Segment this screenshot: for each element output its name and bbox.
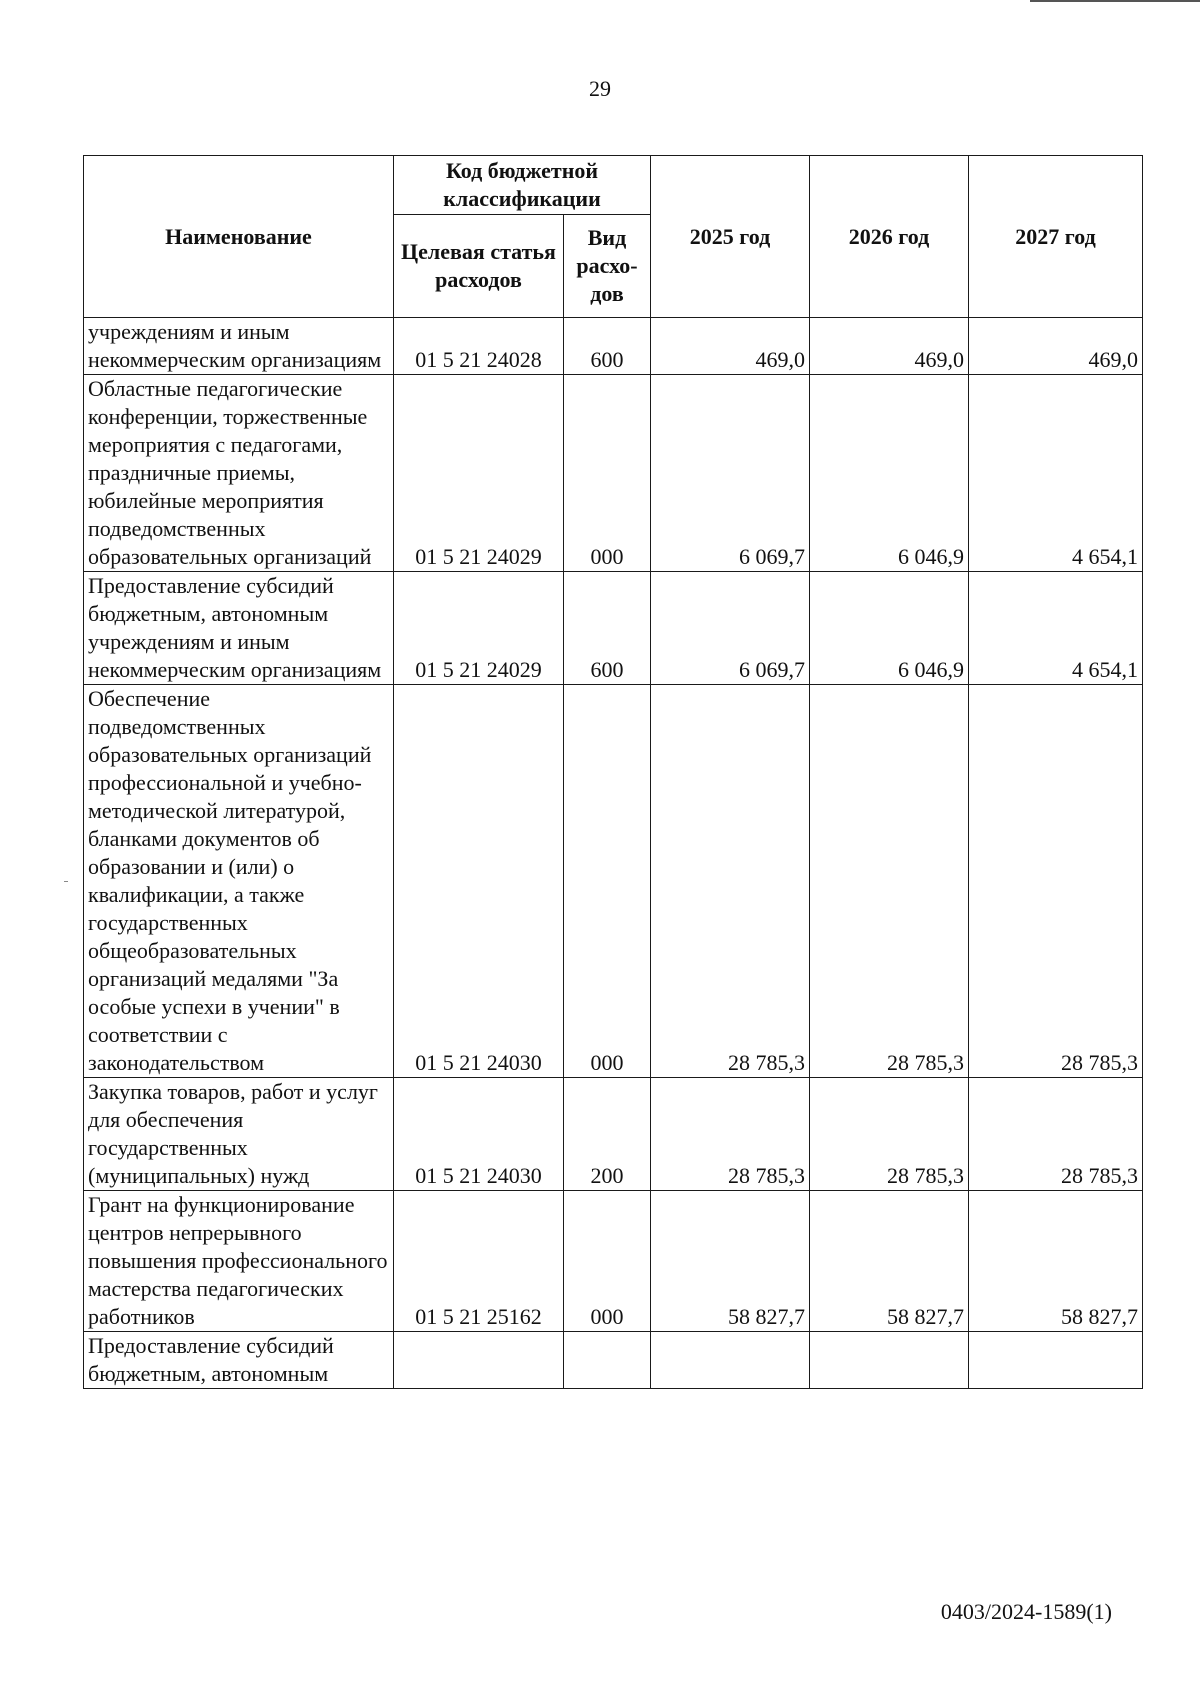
table-row [84,1078,1143,1191]
top-edge-rule [1030,0,1200,2]
row-value-2025: 469,0 [651,318,810,375]
row-value-2025: 28 785,3 [651,1078,810,1191]
row-expense-kind: 000 [564,375,651,572]
row-name: Предоставление субсидий бюджетным, автономным учреждениям и иным некоммерческим организациям [84,572,394,685]
row-name: Закупка товаров, работ и услуг для обеспечения государственных (муниципальных) нужд [84,1078,394,1191]
row-value-2025: 6 069,7 [651,572,810,685]
header-code-group: Код бюджетной классификации [394,156,651,215]
row-value-2026 [810,1332,969,1389]
row-expense-kind: 200 [564,1078,651,1191]
row-expense-kind [564,1332,651,1389]
row-value-2026: 58 827,7 [810,1191,969,1332]
row-value-2025: 28 785,3 [651,685,810,1078]
row-value-2027: 4 654,1 [969,375,1143,572]
header-year-2026: 2026 год [810,156,969,318]
row-value-2025 [651,1332,810,1389]
row-value-2027: 4 654,1 [969,572,1143,685]
row-value-2026: 6 046,9 [810,572,969,685]
table-row [84,1332,1143,1389]
row-value-2027: 469,0 [969,318,1143,375]
row-value-2027: 58 827,7 [969,1191,1143,1332]
row-expense-kind: 000 [564,685,651,1078]
row-value-2026: 6 046,9 [810,375,969,572]
header-target-article: Целевая статья расходов [394,215,564,318]
table-row [84,572,1143,685]
row-value-2027: 28 785,3 [969,685,1143,1078]
margin-mark [64,881,68,882]
row-value-2026: 28 785,3 [810,685,969,1078]
header-year-2027: 2027 год [969,156,1143,318]
row-target-article: 01 5 21 24030 [394,1078,564,1191]
table-row [84,1191,1143,1332]
row-expense-kind: 000 [564,1191,651,1332]
row-value-2027: 28 785,3 [969,1078,1143,1191]
table-body [84,318,1143,1389]
header-year-2025: 2025 год [651,156,810,318]
budget-table [83,155,1143,1389]
header-expense-kind: Вид расхо-дов [564,215,651,318]
row-value-2025: 58 827,7 [651,1191,810,1332]
row-target-article: 01 5 21 24030 [394,685,564,1078]
row-name: Предоставление субсидий бюджетным, автономным [84,1332,394,1389]
table-row [84,375,1143,572]
row-target-article: 01 5 21 24029 [394,375,564,572]
table-row [84,685,1143,1078]
row-expense-kind: 600 [564,572,651,685]
row-value-2025: 6 069,7 [651,375,810,572]
row-target-article: 01 5 21 24028 [394,318,564,375]
page-number: 29 [589,76,611,101]
row-target-article: 01 5 21 24029 [394,572,564,685]
document-registration-code: 0403/2024-1589(1) [940,1599,1112,1624]
row-name: учреждениям и иным некоммерческим организациям [84,318,394,375]
row-value-2026: 28 785,3 [810,1078,969,1191]
row-name: Областные педагогические конференции, торжественные мероприятия с педагогами, праздничные приемы, юбилейные мероприятия подведомственных образовательных организаций [84,375,394,572]
row-expense-kind: 600 [564,318,651,375]
row-name: Обеспечение подведомственных образовательных организаций профессиональной и учебно-методической литературой, бланками документов об образовании и (или) о квалификации, а также государственных общеобразовательных организаций медалями "За особые успехи в учении" в соответствии с законодательством [84,685,394,1078]
table-row [84,318,1143,375]
row-value-2026: 469,0 [810,318,969,375]
row-value-2027 [969,1332,1143,1389]
row-target-article [394,1332,564,1389]
row-name: Грант на функционирование центров непрерывного повышения профессионального мастерства педагогических работников [84,1191,394,1332]
header-name: Наименование [84,156,394,318]
table-header [84,156,1143,318]
row-target-article: 01 5 21 25162 [394,1191,564,1332]
